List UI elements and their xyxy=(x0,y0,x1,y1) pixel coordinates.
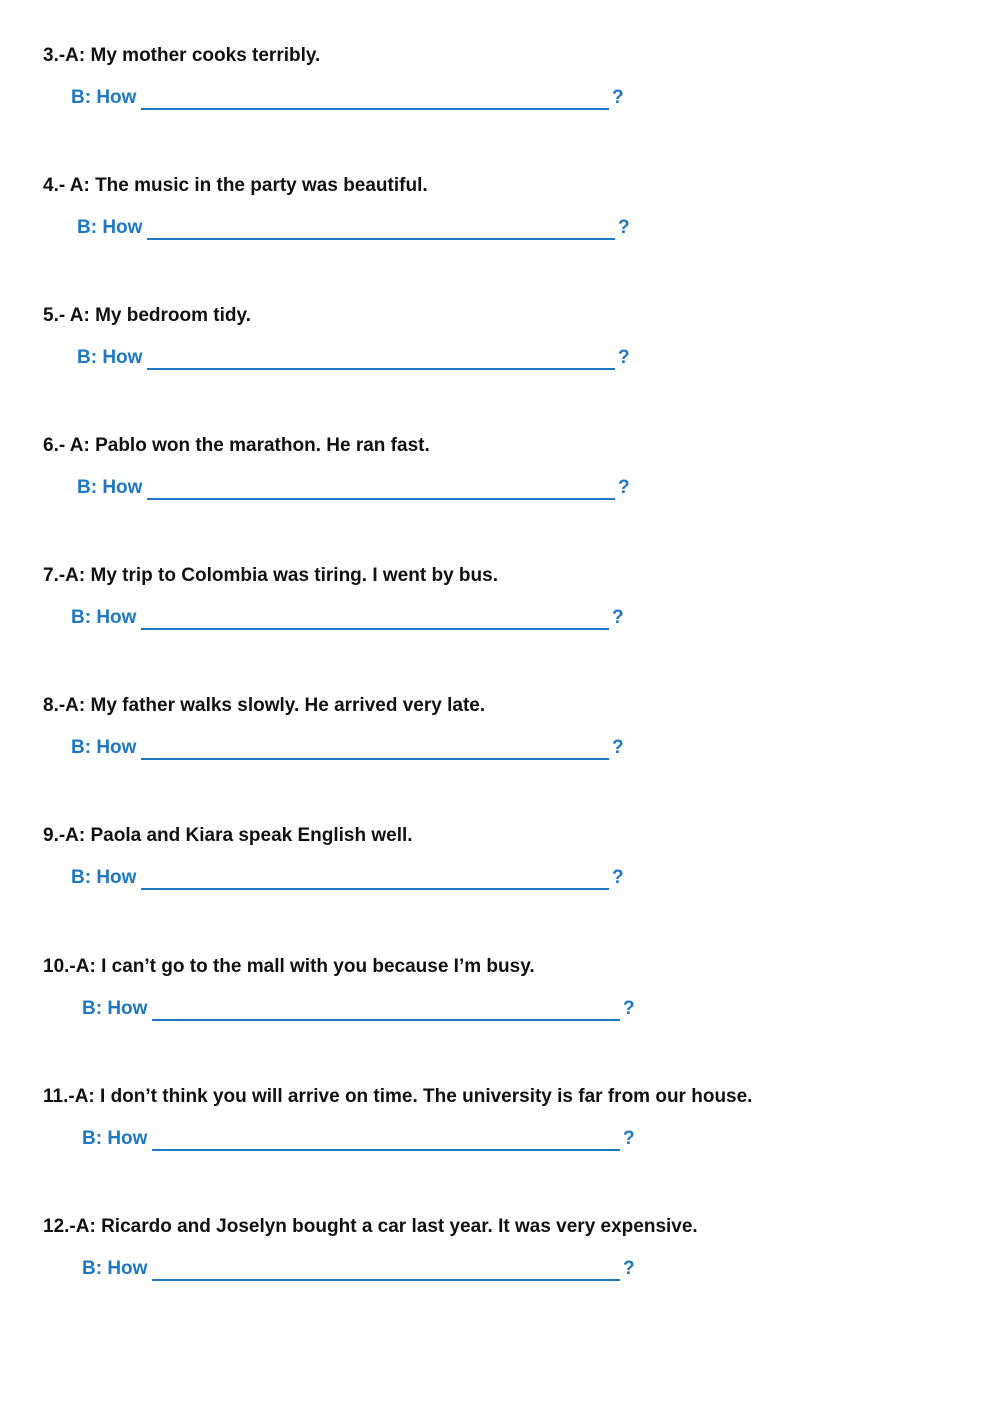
question-mark: ? xyxy=(618,477,630,498)
answer-label: B: How xyxy=(82,1258,148,1279)
exercise-item-9 xyxy=(0,824,1000,954)
answer-blank[interactable] xyxy=(141,86,609,110)
question-mark: ? xyxy=(623,1128,635,1149)
question-mark: ? xyxy=(612,867,624,888)
answer-blank[interactable] xyxy=(147,216,615,240)
exercise-prompt: 11.-A: I don’t think you will arrive on time. The university is far from our house. xyxy=(43,1086,753,1107)
answer-label: B: How xyxy=(82,998,148,1019)
question-mark: ? xyxy=(612,737,624,758)
exercise-item-3 xyxy=(0,44,1000,174)
answer-label: B: How xyxy=(71,607,137,628)
question-mark: ? xyxy=(623,1258,635,1279)
exercise-item-6 xyxy=(0,434,1000,564)
answer-label: B: How xyxy=(77,217,143,238)
answer-blank[interactable] xyxy=(147,476,615,500)
answer-blank[interactable] xyxy=(141,866,609,890)
exercise-item-7 xyxy=(0,564,1000,694)
exercise-item-5 xyxy=(0,304,1000,434)
exercise-prompt: 6.- A: Pablo won the marathon. He ran fast. xyxy=(43,435,430,456)
exercise-item-8 xyxy=(0,694,1000,824)
exercise-prompt: 12.-A: Ricardo and Joselyn bought a car last year. It was very expensive. xyxy=(43,1216,698,1237)
question-mark: ? xyxy=(618,217,630,238)
answer-blank[interactable] xyxy=(152,1257,620,1281)
answer-label: B: How xyxy=(77,347,143,368)
answer-label: B: How xyxy=(71,737,137,758)
answer-blank[interactable] xyxy=(152,1127,620,1151)
exercise-prompt: 7.-A: My trip to Colombia was tiring. I went by bus. xyxy=(43,565,498,586)
answer-blank[interactable] xyxy=(141,736,609,760)
exercise-prompt: 3.-A: My mother cooks terribly. xyxy=(43,45,321,66)
question-mark: ? xyxy=(612,87,624,108)
exercise-prompt: 8.-A: My father walks slowly. He arrived very late. xyxy=(43,695,486,716)
exercise-prompt: 10.-A: I can’t go to the mall with you because I’m busy. xyxy=(43,956,535,977)
answer-label: B: How xyxy=(71,867,137,888)
exercise-prompt: 9.-A: Paola and Kiara speak English well. xyxy=(43,825,413,846)
answer-label: B: How xyxy=(82,1128,148,1149)
exercise-item-10 xyxy=(0,955,1000,1085)
answer-blank[interactable] xyxy=(152,997,620,1021)
question-mark: ? xyxy=(623,998,635,1019)
question-mark: ? xyxy=(618,347,630,368)
exercise-item-4 xyxy=(0,174,1000,304)
exercise-prompt: 4.- A: The music in the party was beautiful. xyxy=(43,175,428,196)
exercise-item-11 xyxy=(0,1085,1000,1215)
exercise-prompt: 5.- A: My bedroom tidy. xyxy=(43,305,251,326)
answer-blank[interactable] xyxy=(147,346,615,370)
answer-label: B: How xyxy=(77,477,143,498)
answer-label: B: How xyxy=(71,87,137,108)
answer-blank[interactable] xyxy=(141,606,609,630)
exercise-item-12 xyxy=(0,1215,1000,1345)
question-mark: ? xyxy=(612,607,624,628)
